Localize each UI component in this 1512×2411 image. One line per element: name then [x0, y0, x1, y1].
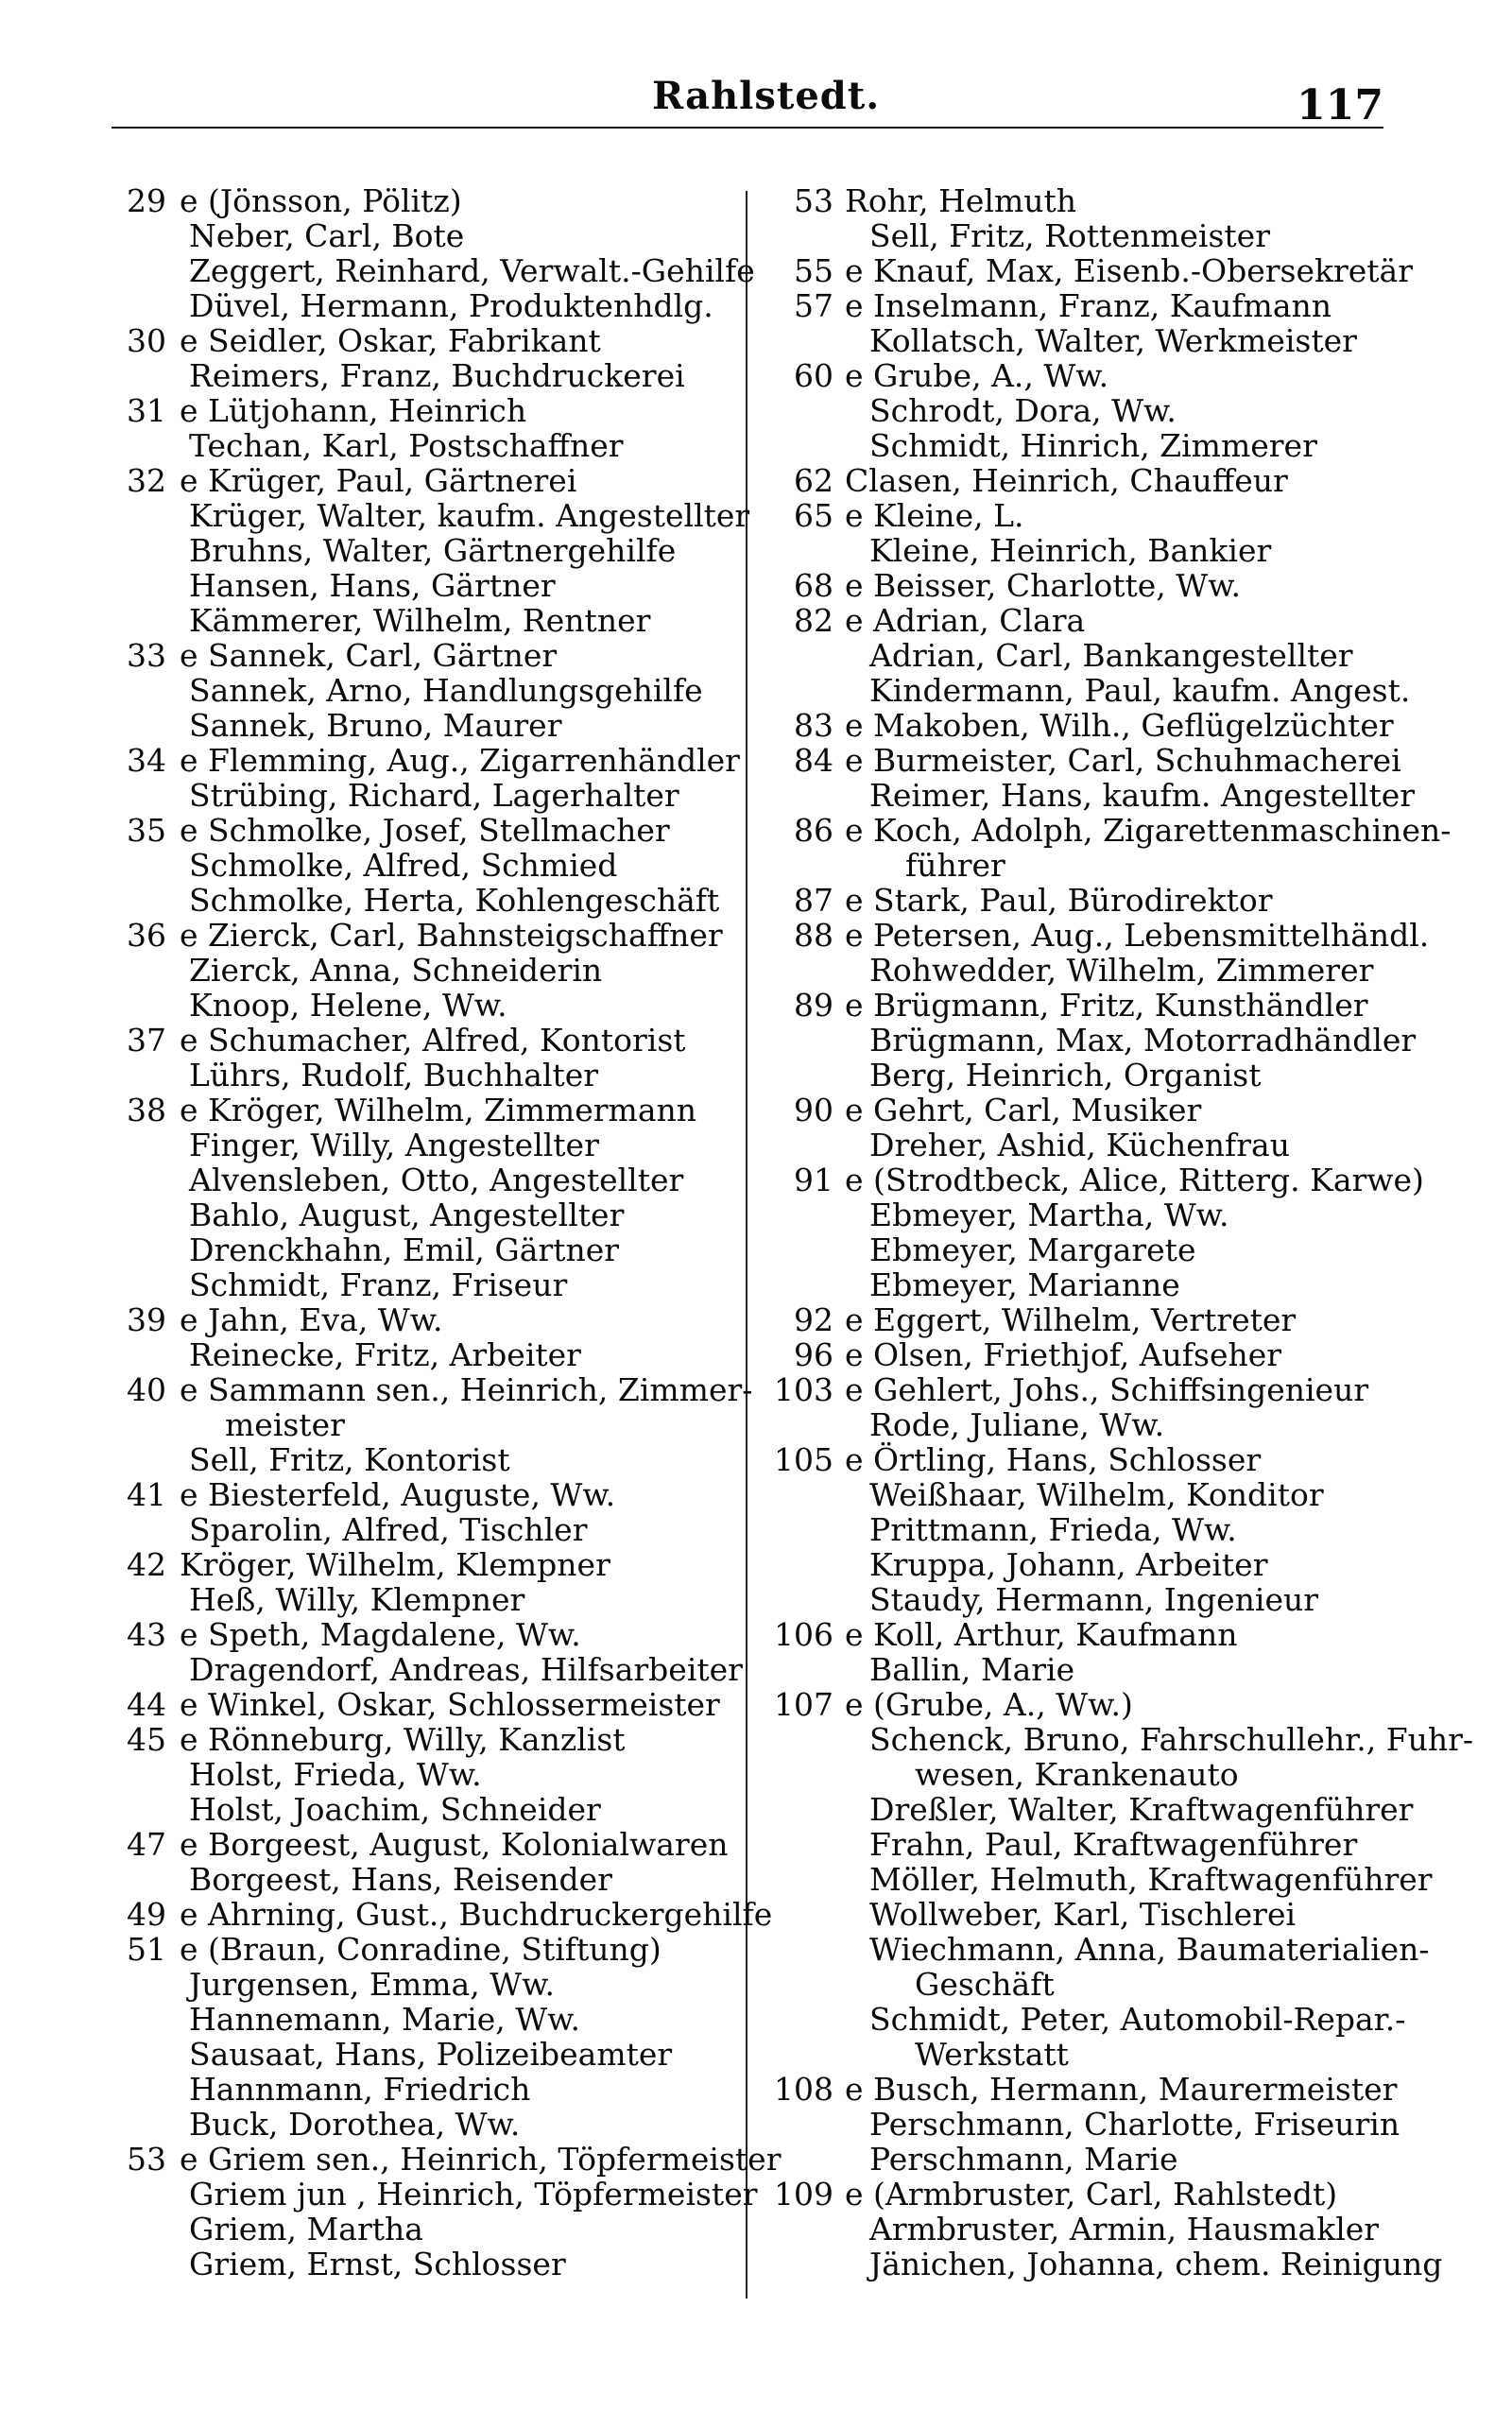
- entry-text: e Kleine, L.: [845, 497, 1024, 534]
- entry-text: Ebmeyer, Martha, Ww.: [869, 1197, 1229, 1233]
- entry-text: e Makoben, Wilh., Geflügelzüchter: [845, 707, 1394, 744]
- entry-text: Schmidt, Peter, Automobil-Repar.-: [869, 2001, 1406, 2038]
- house-number: 86: [794, 812, 833, 849]
- entry-text: e Olsen, Friethjof, Aufseher: [845, 1336, 1282, 1373]
- entry-text: Knoop, Helene, Ww.: [189, 987, 507, 1024]
- house-number: 45: [127, 1721, 166, 1758]
- entry-text: Sell, Fritz, Kontorist: [189, 1441, 510, 1478]
- house-number: 35: [127, 812, 166, 849]
- entry-text: Jurgensen, Emma, Ww.: [189, 1966, 555, 2003]
- house-number: 103: [774, 1371, 833, 1408]
- entry-text: Zeggert, Reinhard, Verwalt.-Gehilfe: [189, 252, 755, 289]
- house-number: 40: [127, 1371, 166, 1408]
- entry-text: Geschäft: [915, 1966, 1055, 2003]
- entry-text: Perschmann, Marie: [869, 2141, 1178, 2178]
- house-number: 62: [794, 462, 833, 499]
- entry-text: e (Jönsson, Pölitz): [180, 182, 462, 219]
- entry-text: e Koll, Arthur, Kaufmann: [845, 1616, 1238, 1653]
- entry-text: e Grube, A., Ww.: [845, 357, 1109, 394]
- entry-text: Sausaat, Hans, Polizeibeamter: [189, 2036, 673, 2073]
- page-title: Rahlstedt.: [652, 74, 881, 118]
- entry-text: Rode, Juliane, Ww.: [869, 1406, 1165, 1443]
- entry-text: e Busch, Hermann, Maurermeister: [845, 2071, 1398, 2108]
- entry-text: Alvensleben, Otto, Angestellter: [189, 1162, 684, 1198]
- header-rule: [112, 127, 1383, 129]
- entry-text: Borgeest, Hans, Reisender: [189, 1861, 612, 1898]
- entry-text: Dragendorf, Andreas, Hilfsarbeiter: [189, 1651, 743, 1688]
- entry-text: e (Grube, A., Ww.): [845, 1686, 1133, 1723]
- entry-text: e Schmolke, Josef, Stellmacher: [180, 812, 670, 849]
- house-number: 83: [794, 707, 833, 744]
- house-number: 43: [127, 1616, 166, 1653]
- entry-text: e Kröger, Wilhelm, Zimmermann: [180, 1092, 696, 1128]
- entry-text: e Koch, Adolph, Zigarettenmaschinen-: [845, 812, 1452, 849]
- entry-text: e Gehrt, Carl, Musiker: [845, 1092, 1202, 1128]
- entry-text: e Knauf, Max, Eisenb.-Obersekretär: [845, 252, 1414, 289]
- entry-text: Berg, Heinrich, Organist: [869, 1057, 1262, 1094]
- house-number: 89: [794, 987, 833, 1024]
- entry-text: e Schumacher, Alfred, Kontorist: [180, 1022, 686, 1059]
- entry-text: e Zierck, Carl, Bahnsteigschaffner: [180, 917, 723, 954]
- entry-text: Reimers, Franz, Buchdruckerei: [189, 357, 685, 394]
- entry-text: Holst, Joachim, Schneider: [189, 1791, 601, 1828]
- entry-text: e Beisser, Charlotte, Ww.: [845, 567, 1242, 604]
- entry-text: Möller, Helmuth, Kraftwagenführer: [869, 1861, 1433, 1898]
- entry-text: Brügmann, Max, Motorradhändler: [869, 1022, 1417, 1059]
- entry-text: e Speth, Magdalene, Ww.: [180, 1616, 581, 1653]
- entry-text: Schrodt, Dora, Ww.: [869, 392, 1177, 429]
- house-number: 84: [794, 742, 833, 779]
- entry-text: Rohr, Helmuth: [845, 182, 1077, 219]
- entry-text: Finger, Willy, Angestellter: [189, 1127, 599, 1163]
- entry-text: Ebmeyer, Marianne: [869, 1266, 1180, 1303]
- entry-text: Schmolke, Alfred, Schmied: [189, 847, 618, 884]
- house-number: 107: [774, 1686, 833, 1723]
- entry-text: Armbruster, Armin, Hausmakler: [869, 2211, 1380, 2247]
- entry-text: e Örtling, Hans, Schlosser: [845, 1441, 1262, 1478]
- entry-text: Kindermann, Paul, kaufm. Angest.: [869, 672, 1411, 709]
- house-number: 87: [794, 882, 833, 919]
- entry-text: Bahlo, August, Angestellter: [189, 1197, 625, 1233]
- page-number: 117: [1297, 81, 1383, 129]
- entry-text: e Stark, Paul, Bürodirektor: [845, 882, 1273, 919]
- house-number: 44: [127, 1686, 166, 1723]
- entry-text: Kröger, Wilhelm, Klempner: [180, 1546, 610, 1583]
- entry-text: wesen, Krankenauto: [915, 1756, 1239, 1793]
- house-number: 39: [127, 1301, 166, 1338]
- entry-text: e Gehlert, Johs., Schiffsingenieur: [845, 1371, 1369, 1408]
- entry-text: Hannemann, Marie, Ww.: [189, 2001, 580, 2038]
- house-number: 33: [127, 637, 166, 674]
- entry-text: Kruppa, Johann, Arbeiter: [869, 1546, 1268, 1583]
- entry-text: Zierck, Anna, Schneiderin: [189, 952, 603, 989]
- entry-text: führer: [905, 847, 1005, 884]
- entry-text: Schmidt, Hinrich, Zimmerer: [869, 427, 1317, 464]
- entry-text: e Burmeister, Carl, Schuhmacherei: [845, 742, 1401, 779]
- entry-text: Rohwedder, Wilhelm, Zimmerer: [869, 952, 1374, 989]
- entry-text: Werkstatt: [915, 2036, 1069, 2073]
- entry-text: Prittmann, Frieda, Ww.: [869, 1511, 1237, 1548]
- house-number: 53: [794, 182, 833, 219]
- entry-text: Wiechmann, Anna, Baumaterialien-: [869, 1931, 1430, 1968]
- entry-text: e Brügmann, Fritz, Kunsthändler: [845, 987, 1368, 1024]
- house-number: 57: [794, 287, 833, 324]
- house-number: 108: [774, 2071, 833, 2108]
- entry-text: e Lütjohann, Heinrich: [180, 392, 527, 429]
- entry-text: Kleine, Heinrich, Bankier: [869, 532, 1272, 569]
- house-number: 109: [774, 2176, 833, 2213]
- entry-text: Hansen, Hans, Gärtner: [189, 567, 556, 604]
- house-number: 31: [127, 392, 166, 429]
- entry-text: Ebmeyer, Margarete: [869, 1231, 1196, 1268]
- entry-text: Reinecke, Fritz, Arbeiter: [189, 1336, 581, 1373]
- entry-text: Düvel, Hermann, Produktenhdlg.: [189, 287, 713, 324]
- entry-text: Schmidt, Franz, Friseur: [189, 1266, 568, 1303]
- entry-text: e Sannek, Carl, Gärtner: [180, 637, 558, 674]
- entry-text: Lührs, Rudolf, Buchhalter: [189, 1057, 599, 1094]
- entry-text: Kollatsch, Walter, Werkmeister: [869, 322, 1357, 359]
- house-number: 91: [794, 1162, 833, 1198]
- entry-text: Neber, Carl, Bote: [189, 217, 465, 254]
- house-number: 55: [794, 252, 833, 289]
- entry-text: Ballin, Marie: [869, 1651, 1075, 1688]
- entry-text: Sparolin, Alfred, Tischler: [189, 1511, 588, 1548]
- entry-text: e Eggert, Wilhelm, Vertreter: [845, 1301, 1297, 1338]
- entry-text: e Sammann sen., Heinrich, Zimmer-: [180, 1371, 753, 1408]
- house-number: 34: [127, 742, 166, 779]
- entry-text: e Biesterfeld, Auguste, Ww.: [180, 1476, 616, 1513]
- entry-text: Bruhns, Walter, Gärtnergehilfe: [189, 532, 677, 569]
- house-number: 42: [127, 1546, 166, 1583]
- entry-text: meister: [225, 1406, 345, 1443]
- house-number: 90: [794, 1092, 833, 1128]
- entry-text: Buck, Dorothea, Ww.: [189, 2106, 521, 2143]
- entry-text: Griem, Ernst, Schlosser: [189, 2246, 566, 2282]
- entry-text: Jänichen, Johanna, chem. Reinigung: [869, 2246, 1443, 2282]
- house-number: 96: [794, 1336, 833, 1373]
- entry-text: Reimer, Hans, kaufm. Angestellter: [869, 777, 1416, 814]
- entry-text: Schenck, Bruno, Fahrschullehr., Fuhr-: [869, 1721, 1474, 1758]
- entry-text: e Ahrning, Gust., Buchdruckergehilfe: [180, 1896, 773, 1933]
- entry-text: e Seidler, Oskar, Fabrikant: [180, 322, 601, 359]
- house-number: 60: [794, 357, 833, 394]
- entry-text: Weißhaar, Wilhelm, Konditor: [869, 1476, 1324, 1513]
- entry-text: e Inselmann, Franz, Kaufmann: [845, 287, 1332, 324]
- entry-text: Kämmerer, Wilhelm, Rentner: [189, 602, 651, 639]
- house-number: 65: [794, 497, 833, 534]
- entry-text: Dreßler, Walter, Kraftwagenführer: [869, 1791, 1414, 1828]
- entry-text: Adrian, Carl, Bankangestellter: [869, 637, 1353, 674]
- entry-text: e Winkel, Oskar, Schlossermeister: [180, 1686, 720, 1723]
- house-number: 88: [794, 917, 833, 954]
- entry-text: e Borgeest, August, Kolonialwaren: [180, 1826, 729, 1863]
- house-number: 92: [794, 1301, 833, 1338]
- house-number: 68: [794, 567, 833, 604]
- entry-text: Schmolke, Herta, Kohlengeschäft: [189, 882, 720, 919]
- entry-text: e (Armbruster, Carl, Rahlstedt): [845, 2176, 1338, 2213]
- entry-text: Holst, Frieda, Ww.: [189, 1756, 482, 1793]
- entry-text: Wollweber, Karl, Tischlerei: [869, 1896, 1297, 1933]
- entry-text: Staudy, Hermann, Ingenieur: [869, 1581, 1319, 1618]
- house-number: 41: [127, 1476, 166, 1513]
- entry-text: e Rönneburg, Willy, Kanzlist: [180, 1721, 626, 1758]
- entry-text: Strübing, Richard, Lagerhalter: [189, 777, 679, 814]
- entry-text: Dreher, Ashid, Küchenfrau: [869, 1127, 1290, 1163]
- entry-text: Frahn, Paul, Kraftwagenführer: [869, 1826, 1358, 1863]
- house-number: 51: [127, 1931, 166, 1968]
- house-number: 106: [774, 1616, 833, 1653]
- house-number: 53: [127, 2141, 166, 2178]
- page-header: [0, 0, 1512, 132]
- entry-text: Sannek, Arno, Handlungsgehilfe: [189, 672, 703, 709]
- entry-text: e (Braun, Conradine, Stiftung): [180, 1931, 662, 1968]
- entry-text: e Flemming, Aug., Zigarrenhändler: [180, 742, 740, 779]
- entry-text: Griem, Martha: [189, 2211, 423, 2247]
- entry-text: Techan, Karl, Postschaffner: [189, 427, 624, 464]
- entry-text: e Adrian, Clara: [845, 602, 1086, 639]
- entry-text: Perschmann, Charlotte, Friseurin: [869, 2106, 1400, 2143]
- house-number: 105: [774, 1441, 833, 1478]
- house-number: 32: [127, 462, 166, 499]
- house-number: 47: [127, 1826, 166, 1863]
- house-number: 82: [794, 602, 833, 639]
- entry-text: Drenckhahn, Emil, Gärtner: [189, 1231, 620, 1268]
- house-number: 30: [127, 322, 166, 359]
- house-number: 49: [127, 1896, 166, 1933]
- entry-text: e Petersen, Aug., Lebensmittelhändl.: [845, 917, 1430, 954]
- entry-text: Sannek, Bruno, Maurer: [189, 707, 562, 744]
- entry-text: Krüger, Walter, kaufm. Angestellter: [189, 497, 750, 534]
- house-number: 38: [127, 1092, 166, 1128]
- entry-text: e Griem sen., Heinrich, Töpfermeister: [180, 2141, 782, 2178]
- house-number: 29: [127, 182, 166, 219]
- entry-text: Griem jun , Heinrich, Töpfermeister: [189, 2176, 758, 2213]
- entry-text: e Krüger, Paul, Gärtnerei: [180, 462, 577, 499]
- house-number: 36: [127, 917, 166, 954]
- entry-text: Sell, Fritz, Rottenmeister: [869, 217, 1270, 254]
- entry-text: Hannmann, Friedrich: [189, 2071, 531, 2108]
- entry-text: Heß, Willy, Klempner: [189, 1581, 525, 1618]
- entry-text: e (Strodtbeck, Alice, Ritterg. Karwe): [845, 1162, 1424, 1198]
- house-number: 37: [127, 1022, 166, 1059]
- entry-text: Clasen, Heinrich, Chauffeur: [845, 462, 1288, 499]
- entry-text: e Jahn, Eva, Ww.: [180, 1301, 443, 1338]
